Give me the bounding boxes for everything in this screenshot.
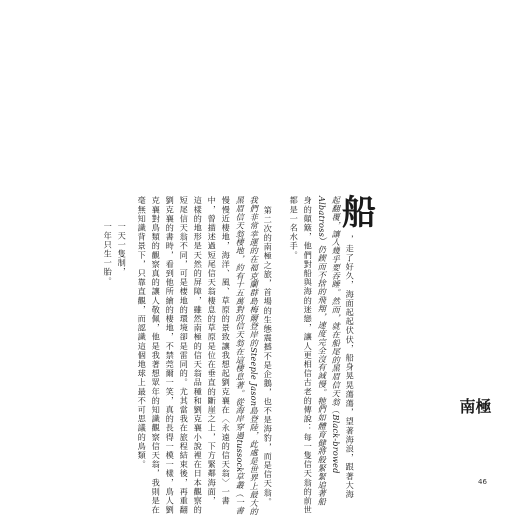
page-number: 46 (478, 478, 487, 486)
body-column-13: 劉克襄的書時，看到他所繪的棲地，不禁莞爾一笑，真的長得一模一樣，鳥人劉 (165, 196, 176, 515)
series-logo (457, 398, 492, 462)
body-column-11: 這樣的地形是天然的屏障，雖然南極的信天翁品種和劉克襄小說裡在日本觀察的 (193, 196, 204, 515)
body-column-8: 黑眉信天翁棲地，約有十五萬對的信天翁在這棲息著。從海岸穿過tussock草叢（一書 (235, 196, 246, 515)
chapter-initial-character: 船 (342, 193, 376, 233)
body-column-4: 身的顛簸，他們對船與海的迷戀，讓人更相信古老的傳說：每一隻信天翁的前世 (303, 196, 314, 515)
body-column-5: 都是一名水手。 (289, 196, 300, 260)
body-column-10: 中，曾描述過短尾信天翁棲息的草原是位在垂直的斷崖之上，下方緊鄰海面， (207, 196, 218, 506)
caption-line-1: 一天一隻制， (117, 222, 128, 277)
body-column-14: 克襄對鳥類的觀察真的讓人敬佩，他是我著想眾年的知識觀察信天翁，我則是在 (151, 196, 162, 515)
body-column-15: 毫無知識背景下，只靠直觀，而認識這個地球上最不可思議的鳥類。 (137, 196, 148, 469)
body-column-9: 慢慢近棲地，海洋、風、草原的景致讓我想起劉克襄在〈永遠的信天翁〉一書 (221, 196, 232, 506)
body-column-12: 短尾信天翁不同，可是棲地的環境卻是雷同的。尤其當我在旅程結束後，再重翻 (179, 196, 190, 515)
logo-char-2: 南 (457, 398, 476, 420)
logo-char-1: 極 (473, 398, 492, 420)
caption-line-2: 一年只生一胎。 (103, 222, 114, 286)
body-column-3: Albatross）仍鍥而不捨的飛翔，速度完全沒有減慢。牠們如體育健將般緊緊追著船 (317, 196, 328, 506)
body-column-6: 第二次的南極之旅，首場的生態震撼不是企鵝，也不是海豹，而是信天翁。 (263, 206, 274, 507)
body-column-7: 我們非常幸運的在福克蘭群島梅爾登岸的Steeple Jason島登陸，此處是世界上最大的 (249, 196, 260, 515)
body-column-1: ，走了好久，海面起起伏伏，船身晃晃蕩蕩，望著海浪，跟著大海 (345, 235, 356, 499)
body-column-2: 起翻覆，讓人幾乎要吞睡。然而，就在船尾的黑眉信天翁（Black-browed (331, 196, 342, 474)
